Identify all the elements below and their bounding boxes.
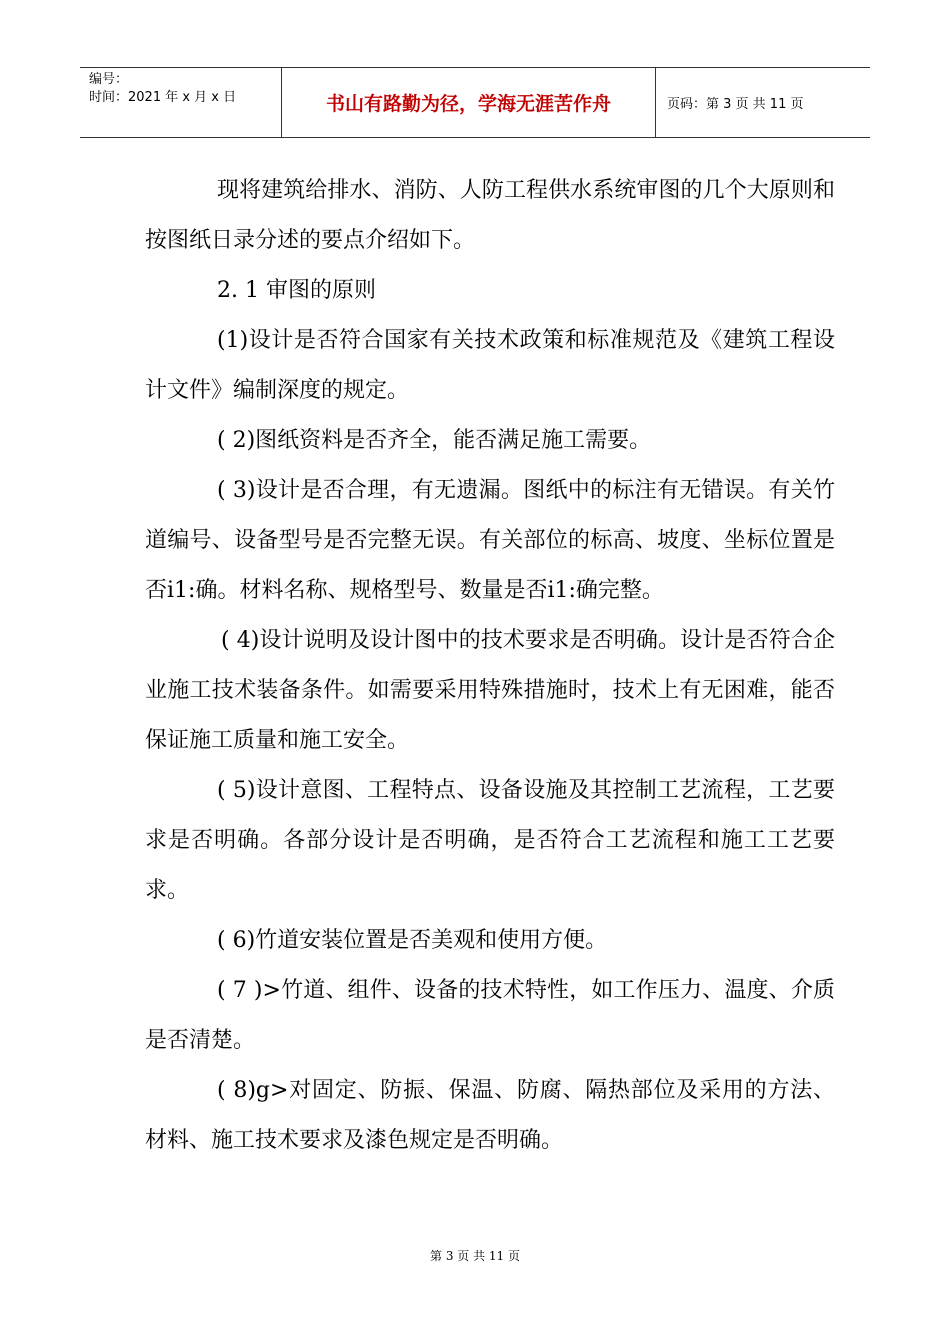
document-time-label: 时间：2021 年 x 月 x 日 [89,90,237,105]
paragraph-item-7: ( 7 )>竹道、组件、设备的技术特性，如工作压力、温度、介质是否清楚。 [145,978,835,1053]
paragraph-intro: 现将建筑给排水、消防、人防工程供水系统审图的几个大原则和按图纸日录分述的要点介绍如下。 [145,178,835,253]
paragraph-item-3: ( 3)设计是否合理，有无遗漏。图纸中的标注有无错误。有关竹道编号、设备型号是否完整无误。有关部位的标高、坡度、坐标位置是否i1:确。材料名称、规格型号、数量是否i1:确完整。 [145,478,835,603]
header-meta [80,68,282,137]
page-footer: 第 3 页 共 11 页 [430,1249,520,1263]
paragraph-item-8: ( 8)g>对固定、防振、保温、防腐、隔热部位及采用的方法、材料、施工技术要求及漆色规定是否明确。 [145,1078,835,1153]
section-heading: 2. 1 审图的原则 [217,278,376,303]
header-motto: 书山有路勤为径，学海无涯苦作舟 [282,68,656,137]
page-header [80,67,870,138]
paragraph-item-4: ( 4)设计说明及设计图中的技术要求是否明确。设计是否符合企业施工技术装备条件。如需要采用特殊措施时，技术上有无困难，能否保证施工质量和施工安全。 [145,628,835,753]
document-body [145,166,835,1166]
paragraph-item-6: ( 6)竹道安装位置是否美观和使用方便。 [217,928,608,953]
paragraph-item-1: (1)设计是否符合国家有关技术政策和标准规范及《建筑工程设计文件》编制深度的规定。 [145,328,835,403]
document-number-label: 编号： [89,72,129,87]
paragraph-item-2: ( 2)图纸资料是否齐全，能否满足施工需要。 [217,428,652,453]
paragraph-item-5: ( 5)设计意图、工程特点、设备设施及其控制工艺流程，工艺要求是否明确。各部分设计是否明确，是否符合工艺流程和施工工艺要求。 [145,778,835,903]
header-page-info: 页码：第 3 页 共 11 页 [667,97,804,112]
